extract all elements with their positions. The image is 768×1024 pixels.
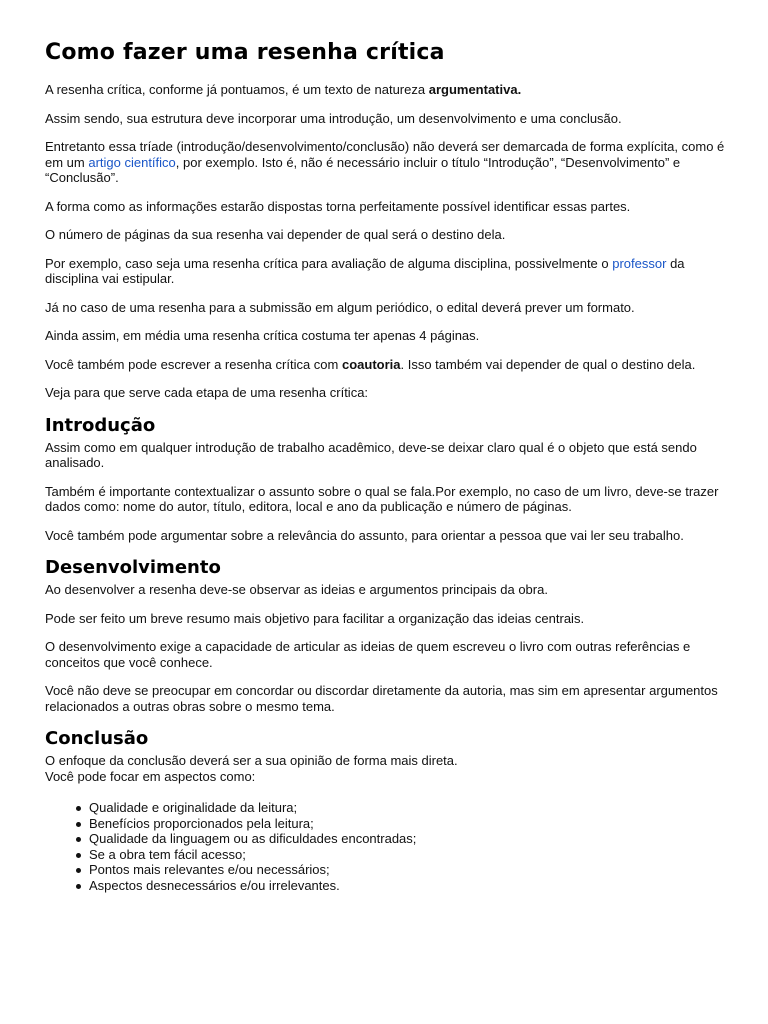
conclusao-line-1: O enfoque da conclusão deverá ser a sua opinião de forma mais direta. [45, 753, 458, 768]
paragraph-introducao-3: Você também pode argumentar sobre a relevância do assunto, para orientar a pessoa que vai ler seu trabalho. [45, 527, 684, 543]
paragraph-text: A resenha crítica, conforme já pontuamos, é um texto de natureza [45, 82, 429, 97]
paragraph-paginas: O número de páginas da sua resenha vai depender de qual será o destino dela. [45, 227, 506, 242]
paragraph-desenvolvimento-4: Você não deve se preocupar em concordar ou discordar diretamente da autoria, mas sim em apresentar argumentos relacionados a outras obras sobre o mesmo tema. [45, 683, 718, 714]
paragraph-conclusao [45, 753, 725, 784]
paragraph-text: da disciplina vai estipular. [45, 255, 685, 286]
paragraph-text: . Isso também vai depender de qual o destino dela. [400, 356, 696, 372]
paragraph-desenvolvimento-1: Ao desenvolver a resenha deve-se observar as ideias e argumentos principais da obra. [45, 582, 548, 597]
paragraph-forma: A forma como as informações estarão dispostas torna perfeitamente possível identificar essas partes. [45, 198, 631, 214]
paragraph-introducao-2: Também é importante contextualizar o assunto sobre o qual se fala.Por exemplo, no caso de um livro, deve-se trazer dados como: nome do autor, título, editora, local e ano da publicação e número de páginas. [45, 483, 719, 514]
paragraph-argumentativa [45, 82, 725, 98]
paragraph-disciplina [45, 256, 725, 287]
paragraph-text: Você também pode escrever a resenha crítica com [45, 356, 342, 372]
paragraph-estrutura: Assim sendo, sua estrutura deve incorporar uma introdução, um desenvolvimento e uma conclusão. [45, 110, 622, 126]
list-item: Qualidade da linguagem ou as dificuldades encontradas; [89, 831, 725, 847]
paragraph-desenvolvimento-3: O desenvolvimento exige a capacidade de articular as ideias de quem escreveu o livro com outras referências e conceitos que você conhece. [45, 639, 691, 670]
paragraph-etapas: Veja para que serve cada etapa de uma resenha crítica: [45, 385, 369, 400]
bold-term-coautoria: coautoria [341, 356, 401, 372]
document-page [45, 38, 725, 893]
heading-introducao: Introdução [45, 414, 156, 436]
paragraph-desenvolvimento-2: Pode ser feito um breve resumo mais objetivo para facilitar a organização das ideias centrais. [45, 610, 585, 626]
paragraph-triade [45, 139, 725, 186]
link-artigo-cientifico[interactable]: artigo científico [88, 154, 176, 170]
heading-desenvolvimento: Desenvolvimento [45, 557, 221, 578]
link-professor[interactable]: professor [612, 255, 667, 271]
paragraph-text: Entretanto essa tríade (introdução/desenvolvimento/conclusão) não deverá ser demarcada de forma explícita, como é em um [45, 139, 725, 170]
list-item: Aspectos desnecessários e/ou irrelevantes. [89, 878, 725, 894]
page-title: Como fazer uma resenha crítica [45, 40, 445, 65]
heading-conclusao: Conclusão [45, 728, 149, 749]
paragraph-media-paginas: Ainda assim, em média uma resenha crítica costuma ter apenas 4 páginas. [45, 328, 480, 343]
list-item: Pontos mais relevantes e/ou necessários; [89, 862, 725, 878]
conclusao-line-2: Você pode focar em aspectos como: [45, 768, 256, 784]
list-item: Benefícios proporcionados pela leitura; [89, 816, 725, 832]
paragraph-periodico: Já no caso de uma resenha para a submissão em algum periódico, o edital deverá prever um formato. [45, 299, 635, 315]
paragraph-text: , por exemplo. Isto é, não é necessário incluir o título “Introdução”, “Desenvolvimento” e “Conclusão”. [45, 154, 681, 185]
paragraph-text: Por exemplo, caso seja uma resenha crítica para avaliação de alguma disciplina, possivelmente o [45, 255, 613, 271]
paragraph-coautoria [45, 357, 725, 373]
paragraph-introducao-1: Assim como em qualquer introdução de trabalho acadêmico, deve-se deixar claro qual é o objeto que está sendo analisado. [45, 439, 697, 470]
list-item: Se a obra tem fácil acesso; [89, 847, 725, 863]
aspects-list [45, 800, 725, 893]
bold-term-argumentativa: argumentativa. [428, 82, 522, 97]
list-item: Qualidade e originalidade da leitura; [89, 800, 725, 816]
